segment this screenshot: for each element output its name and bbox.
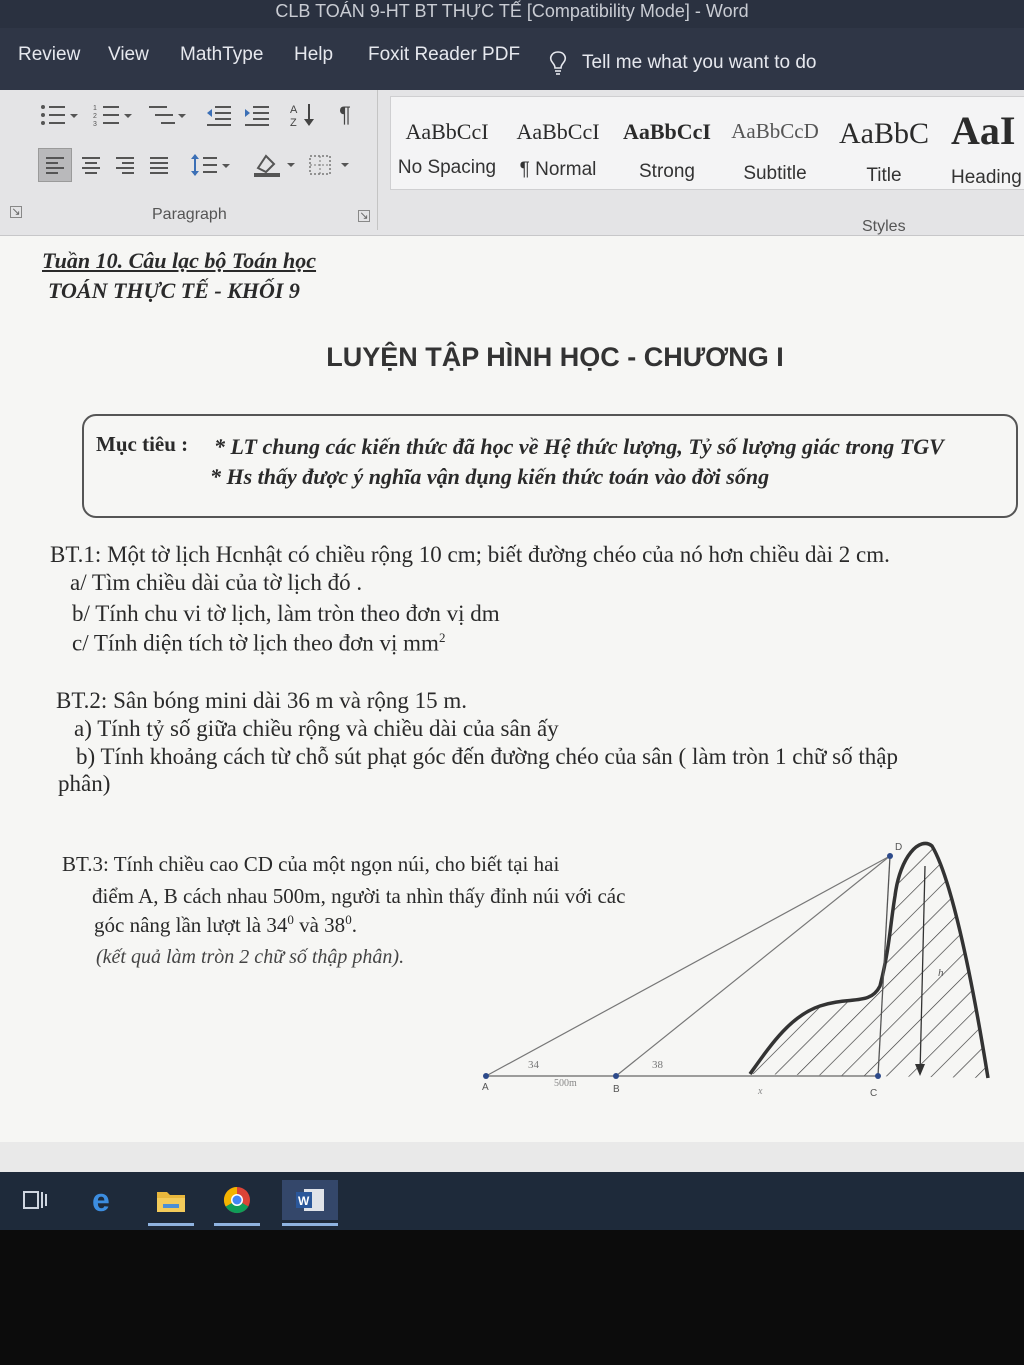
bt2-b-cont: phân) xyxy=(58,771,111,796)
word-active-indicator xyxy=(282,1223,338,1226)
label-h: h xyxy=(938,967,944,979)
style-sample: AaBbCcI xyxy=(622,119,711,144)
paragraph-group-label: Paragraph xyxy=(152,206,227,223)
tab-help[interactable]: Help xyxy=(294,44,334,65)
align-left-icon[interactable] xyxy=(38,148,72,182)
label-b: B xyxy=(613,1084,620,1095)
file-explorer-icon[interactable] xyxy=(148,1180,194,1220)
point-a-dot xyxy=(483,1073,489,1079)
ribbon-tabs xyxy=(0,28,1024,90)
bullets-icon[interactable] xyxy=(36,100,82,130)
tab-mathtype[interactable]: MathType xyxy=(180,44,264,65)
numbering-icon[interactable] xyxy=(90,100,136,130)
mountain-shape xyxy=(750,843,988,1078)
edge-browser-icon[interactable] xyxy=(82,1180,128,1220)
goal-line-2: * Hs thấy được ý nghĩa vận dụng kiến thức toán vào đời sống xyxy=(210,464,770,489)
increase-indent-icon[interactable] xyxy=(240,100,274,130)
align-center-icon[interactable] xyxy=(74,150,108,180)
decrease-indent-icon[interactable] xyxy=(202,100,236,130)
chrome-active-indicator xyxy=(214,1223,260,1226)
point-c-dot xyxy=(875,1073,881,1079)
borders-icon[interactable] xyxy=(304,150,354,180)
style-sample: AaBbCcI xyxy=(405,119,489,144)
paragraph-dialog-launcher-icon[interactable]: ↘ xyxy=(359,210,369,222)
bt1-c-exponent: 2 xyxy=(438,630,446,645)
style-sample: AaBbCcI xyxy=(516,119,600,144)
taskbar xyxy=(0,1172,1024,1230)
style-name: Title xyxy=(866,165,902,186)
style-name: Strong xyxy=(639,161,695,182)
bt3-note: (kết quả làm tròn 2 chữ số thập phân). xyxy=(96,946,405,968)
page-bottom-margin xyxy=(0,1142,1024,1172)
style-name: ¶ Normal xyxy=(519,159,597,180)
ribbon xyxy=(0,90,1024,236)
svg-text:Z: Z xyxy=(290,117,297,128)
svg-text:e: e xyxy=(92,1185,110,1215)
chrome-browser-icon[interactable] xyxy=(214,1180,260,1220)
bt1-c-text: c/ Tính diện tích tờ lịch theo đơn vị mm xyxy=(72,630,439,656)
svg-text:A: A xyxy=(290,104,298,116)
bt1-b: b/ Tính chu vi tờ lịch, làm tròn theo đơn vị dm xyxy=(72,601,500,626)
style-sample: AaBbC xyxy=(839,117,929,150)
sort-icon[interactable] xyxy=(286,100,320,130)
style-sample: AaI xyxy=(951,108,1016,153)
align-right-icon[interactable] xyxy=(108,150,142,180)
style-subtitle[interactable] xyxy=(721,97,829,191)
label-angle-b: 38 xyxy=(652,1059,663,1071)
show-formatting-marks-icon[interactable]: ¶ xyxy=(339,102,351,127)
style-no-spacing[interactable] xyxy=(391,97,503,191)
goal-line-1: * LT chung các kiến thức đã học về Hệ thức lượng, Tỷ số lượng giác trong TGV xyxy=(214,434,944,459)
bt3-line-1: BT.3: Tính chiều cao CD của một ngọn núi, cho biết tại hai xyxy=(62,852,560,876)
bt1-a: a/ Tìm chiều dài của tờ lịch đó . xyxy=(70,570,363,595)
bt3-line-2: điểm A, B cách nhau 500m, người ta nhìn thấy đỉnh núi với các xyxy=(92,884,626,908)
paragraph-group xyxy=(11,90,378,230)
styles-gallery xyxy=(390,96,1024,190)
bt3-degree-2: 0 xyxy=(345,912,352,927)
bt3-angle-text-2: và 38 xyxy=(293,913,346,937)
svg-text:W: W xyxy=(298,1194,310,1208)
title-bar xyxy=(0,0,1024,28)
bt3-angle-text-3: . xyxy=(351,913,357,937)
bt1-stem: BT.1: Một tờ lịch Hcnhật có chiều rộng 10 cm; biết đường chéo của nó hơn chiều dài 2 cm. xyxy=(50,542,890,567)
label-c: C xyxy=(870,1088,878,1099)
style-heading[interactable] xyxy=(939,97,1024,191)
bt3-degree-1: 0 xyxy=(287,912,294,927)
bt3-line-3 xyxy=(94,912,357,938)
task-view-icon[interactable] xyxy=(12,1180,58,1220)
style-strong[interactable] xyxy=(613,97,721,191)
bt2-a: a) Tính tỷ số giữa chiều rộng và chiều dài của sân ấy xyxy=(74,716,559,741)
bt3-angle-text-1: góc nâng lần lượt là 34 xyxy=(94,913,288,937)
style-name: No Spacing xyxy=(397,157,497,178)
style-sample: AaBbCcD xyxy=(731,119,819,143)
justify-icon[interactable] xyxy=(142,150,176,180)
header-grade: TOÁN THỰC TẾ - KHỐI 9 xyxy=(48,278,300,303)
style-name: Subtitle xyxy=(743,163,807,184)
word-app-icon[interactable] xyxy=(282,1180,338,1220)
style-title[interactable] xyxy=(829,97,939,191)
style-name: Heading xyxy=(951,167,1022,188)
window-title: CLB TOÁN 9-HT BT THỰC TẾ [Compatibility Mode] - Word xyxy=(275,1,749,21)
label-d: D xyxy=(895,842,903,853)
goal-label: Mục tiêu : xyxy=(96,432,189,456)
tab-foxit-reader-pdf[interactable]: Foxit Reader PDF xyxy=(368,44,521,65)
svg-text:1: 1 xyxy=(93,105,97,112)
style-normal[interactable] xyxy=(503,97,613,191)
svg-text:2: 2 xyxy=(93,113,97,120)
label-distance-ab: 500m xyxy=(554,1078,577,1089)
shading-icon[interactable] xyxy=(250,150,300,180)
goal-box xyxy=(82,414,1018,518)
bt2-stem: BT.2: Sân bóng mini dài 36 m và rộng 15 m. xyxy=(56,688,467,713)
explorer-active-indicator xyxy=(148,1223,194,1226)
tell-me-search[interactable] xyxy=(548,50,816,76)
line-spacing-icon[interactable] xyxy=(188,150,234,180)
lightbulb-icon xyxy=(548,50,568,76)
tab-view[interactable]: View xyxy=(108,44,149,65)
label-angle-a: 34 xyxy=(528,1059,539,1071)
styles-group-label: Styles xyxy=(862,218,906,235)
multilevel-list-icon[interactable] xyxy=(144,100,190,130)
point-b-dot xyxy=(613,1073,619,1079)
monitor-bezel xyxy=(0,1230,1024,1365)
page-title: LUYỆN TẬP HÌNH HỌC - CHƯƠNG I xyxy=(326,342,784,372)
bt2-b: b) Tính khoảng cách từ chỗ sút phạt góc đến đường chéo của sân ( làm tròn 1 chữ số thập xyxy=(76,744,898,769)
tab-review[interactable]: Review xyxy=(18,44,81,65)
point-d-dot xyxy=(887,853,893,859)
label-x: x xyxy=(758,1086,763,1097)
document-page[interactable] xyxy=(0,236,1024,1142)
svg-text:3: 3 xyxy=(93,121,97,127)
header-club: Tuần 10. Câu lạc bộ Toán học xyxy=(42,248,317,273)
mountain-figure xyxy=(470,836,1024,1116)
font-dialog-launcher-icon[interactable]: ↘ xyxy=(11,206,21,218)
label-a: A xyxy=(482,1082,489,1093)
bt1-c xyxy=(72,630,445,657)
tell-me-text: Tell me what you want to do xyxy=(582,52,817,73)
